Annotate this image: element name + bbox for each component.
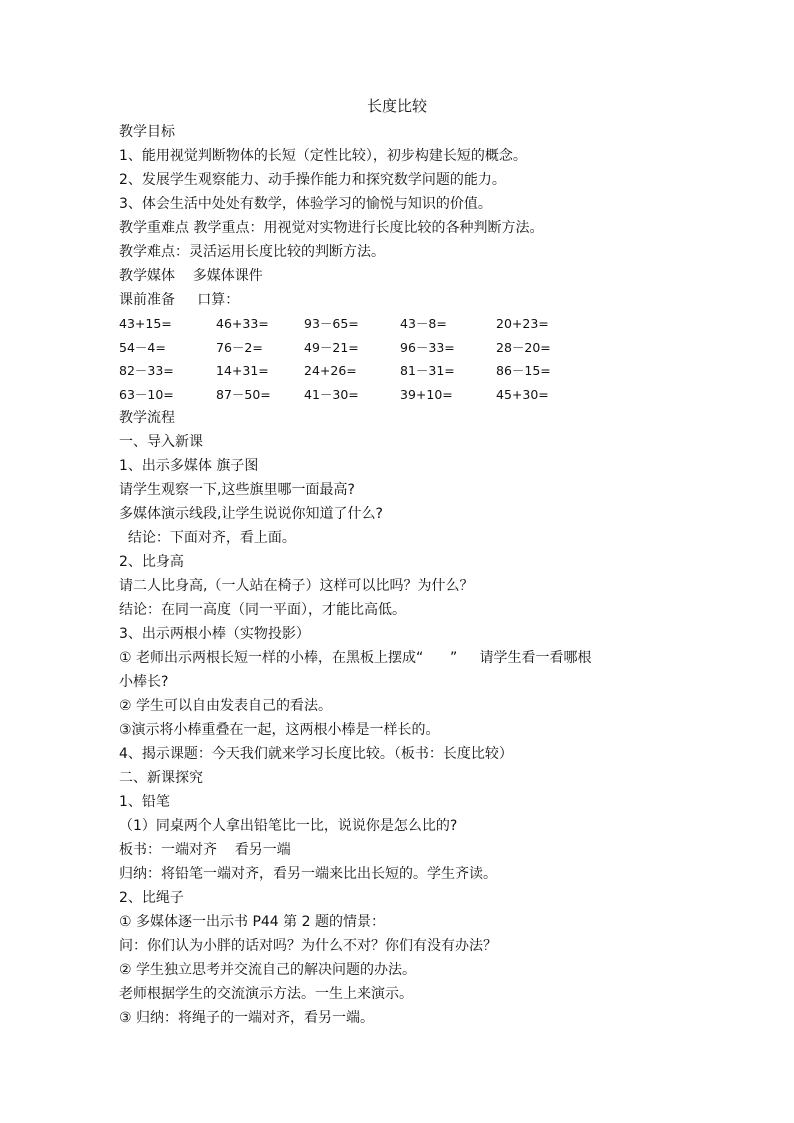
heading-teaching-process: 教学流程	[119, 410, 175, 426]
calc-cell: 43+15=	[119, 316, 172, 331]
teaching-media: 教学媒体 多媒体课件	[119, 268, 263, 284]
goal-2: 2、发展学生观察能力、动手操作能力和探究数学问题的能力。	[119, 172, 506, 188]
calc-cell: 14+31=	[216, 363, 269, 378]
paragraph: 请二人比身高,（一人站在椅子）这样可以比吗？为什么？	[119, 578, 474, 594]
step-rope: 2、比绳子	[119, 890, 184, 906]
goal-3: 3、体会生活中处处有数学，体验学习的愉悦与知识的价值。	[119, 196, 492, 212]
calc-cell: 87－50=	[216, 386, 271, 402]
paragraph: 请学生观察一下,这些旗里哪一面最高?	[119, 482, 355, 498]
step-flag-picture: 1、出示多媒体 旗子图	[119, 458, 259, 474]
document-body	[119, 120, 679, 1030]
summary: 归纳：将铅笔一端对齐，看另一端来比出长短的。学生齐读。	[119, 866, 497, 882]
paragraph: ② 学生可以自由发表自己的看法。	[119, 698, 333, 714]
step-pencil: 1、铅笔	[119, 794, 170, 810]
document-title: 长度比较	[366, 97, 427, 115]
calc-row	[119, 359, 679, 383]
conclusion: 结论：在同一高度（同一平面），才能比高低。	[119, 602, 406, 618]
calc-cell: 93－65=	[304, 316, 359, 331]
step-height: 2、比身高	[119, 554, 184, 570]
conclusion: 结论：下面对齐，看上面。	[119, 530, 296, 546]
calc-row	[119, 383, 679, 407]
paragraph: ① 多媒体逐一出示书 P44 第 2 题的情景：	[119, 914, 385, 930]
calc-cell: 96－33=	[400, 339, 455, 355]
calc-cell: 45+30=	[496, 386, 549, 402]
preparation: 课前准备 口算：	[119, 292, 240, 308]
calc-cell: 86－15=	[496, 363, 551, 378]
key-points: 教学重难点 教学重点：用视觉对实物进行长度比较的各种判断方法。	[119, 220, 544, 236]
goal-1: 1、能用视觉判断物体的长短（定性比较），初步构建长短的概念。	[119, 148, 527, 164]
paragraph: ② 学生独立思考并交流自己的解决问题的办法。	[119, 962, 416, 978]
calc-cell: 24+26=	[304, 363, 357, 378]
calc-cell: 43－8=	[400, 316, 447, 331]
calc-cell: 82－33=	[119, 363, 174, 378]
section-intro: 一、导入新课	[119, 434, 203, 450]
paragraph: 问：你们认为小胖的话对吗？为什么不对？你们有没有办法？	[119, 938, 497, 954]
calc-cell: 20+23=	[496, 316, 549, 331]
heading-teaching-goals: 教学目标	[119, 124, 175, 140]
calc-cell: 63－10=	[119, 386, 174, 402]
step-topic: 4、揭示课题：今天我们就来学习长度比较。（板书：长度比较）	[119, 746, 513, 762]
paragraph: 老师根据学生的交流演示方法。一生上来演示。	[119, 986, 413, 1002]
calc-cell: 49－21=	[304, 339, 359, 355]
calc-row	[119, 312, 679, 336]
paragraph: （1）同桌两个人拿出铅笔比一比，说说你是怎么比的?	[119, 818, 458, 834]
board-note: 板书：一端对齐 看另一端	[119, 842, 291, 858]
step-sticks: 3、出示两根小棒（实物投影）	[119, 626, 310, 642]
calc-cell: 76－2=	[216, 339, 263, 355]
paragraph: 小棒长?	[119, 674, 169, 690]
calc-row	[119, 336, 679, 360]
summary: ③ 归纳：将绳子的一端对齐，看另一端。	[119, 1010, 374, 1026]
calc-cell: 46+33=	[216, 316, 269, 331]
calc-cell: 39+10=	[400, 386, 453, 402]
paragraph: ③演示将小棒重叠在一起，这两根小棒是一样长的。	[119, 722, 440, 738]
calc-cell: 81－31=	[400, 363, 455, 378]
difficulty: 教学难点：灵活运用长度比较的判断方法。	[119, 244, 385, 260]
calc-cell: 54－4=	[119, 339, 166, 355]
paragraph: ① 老师出示两根长短一样的小棒，在黑板上摆成“ ” 请学生看一看哪根	[119, 650, 592, 666]
paragraph: 多媒体演示线段,让学生说说你知道了什么?	[119, 506, 383, 522]
calc-cell: 41－30=	[304, 386, 359, 402]
calc-cell: 28－20=	[496, 339, 551, 355]
section-explore: 二、新课探究	[119, 770, 203, 786]
mental-math-table	[119, 312, 679, 406]
